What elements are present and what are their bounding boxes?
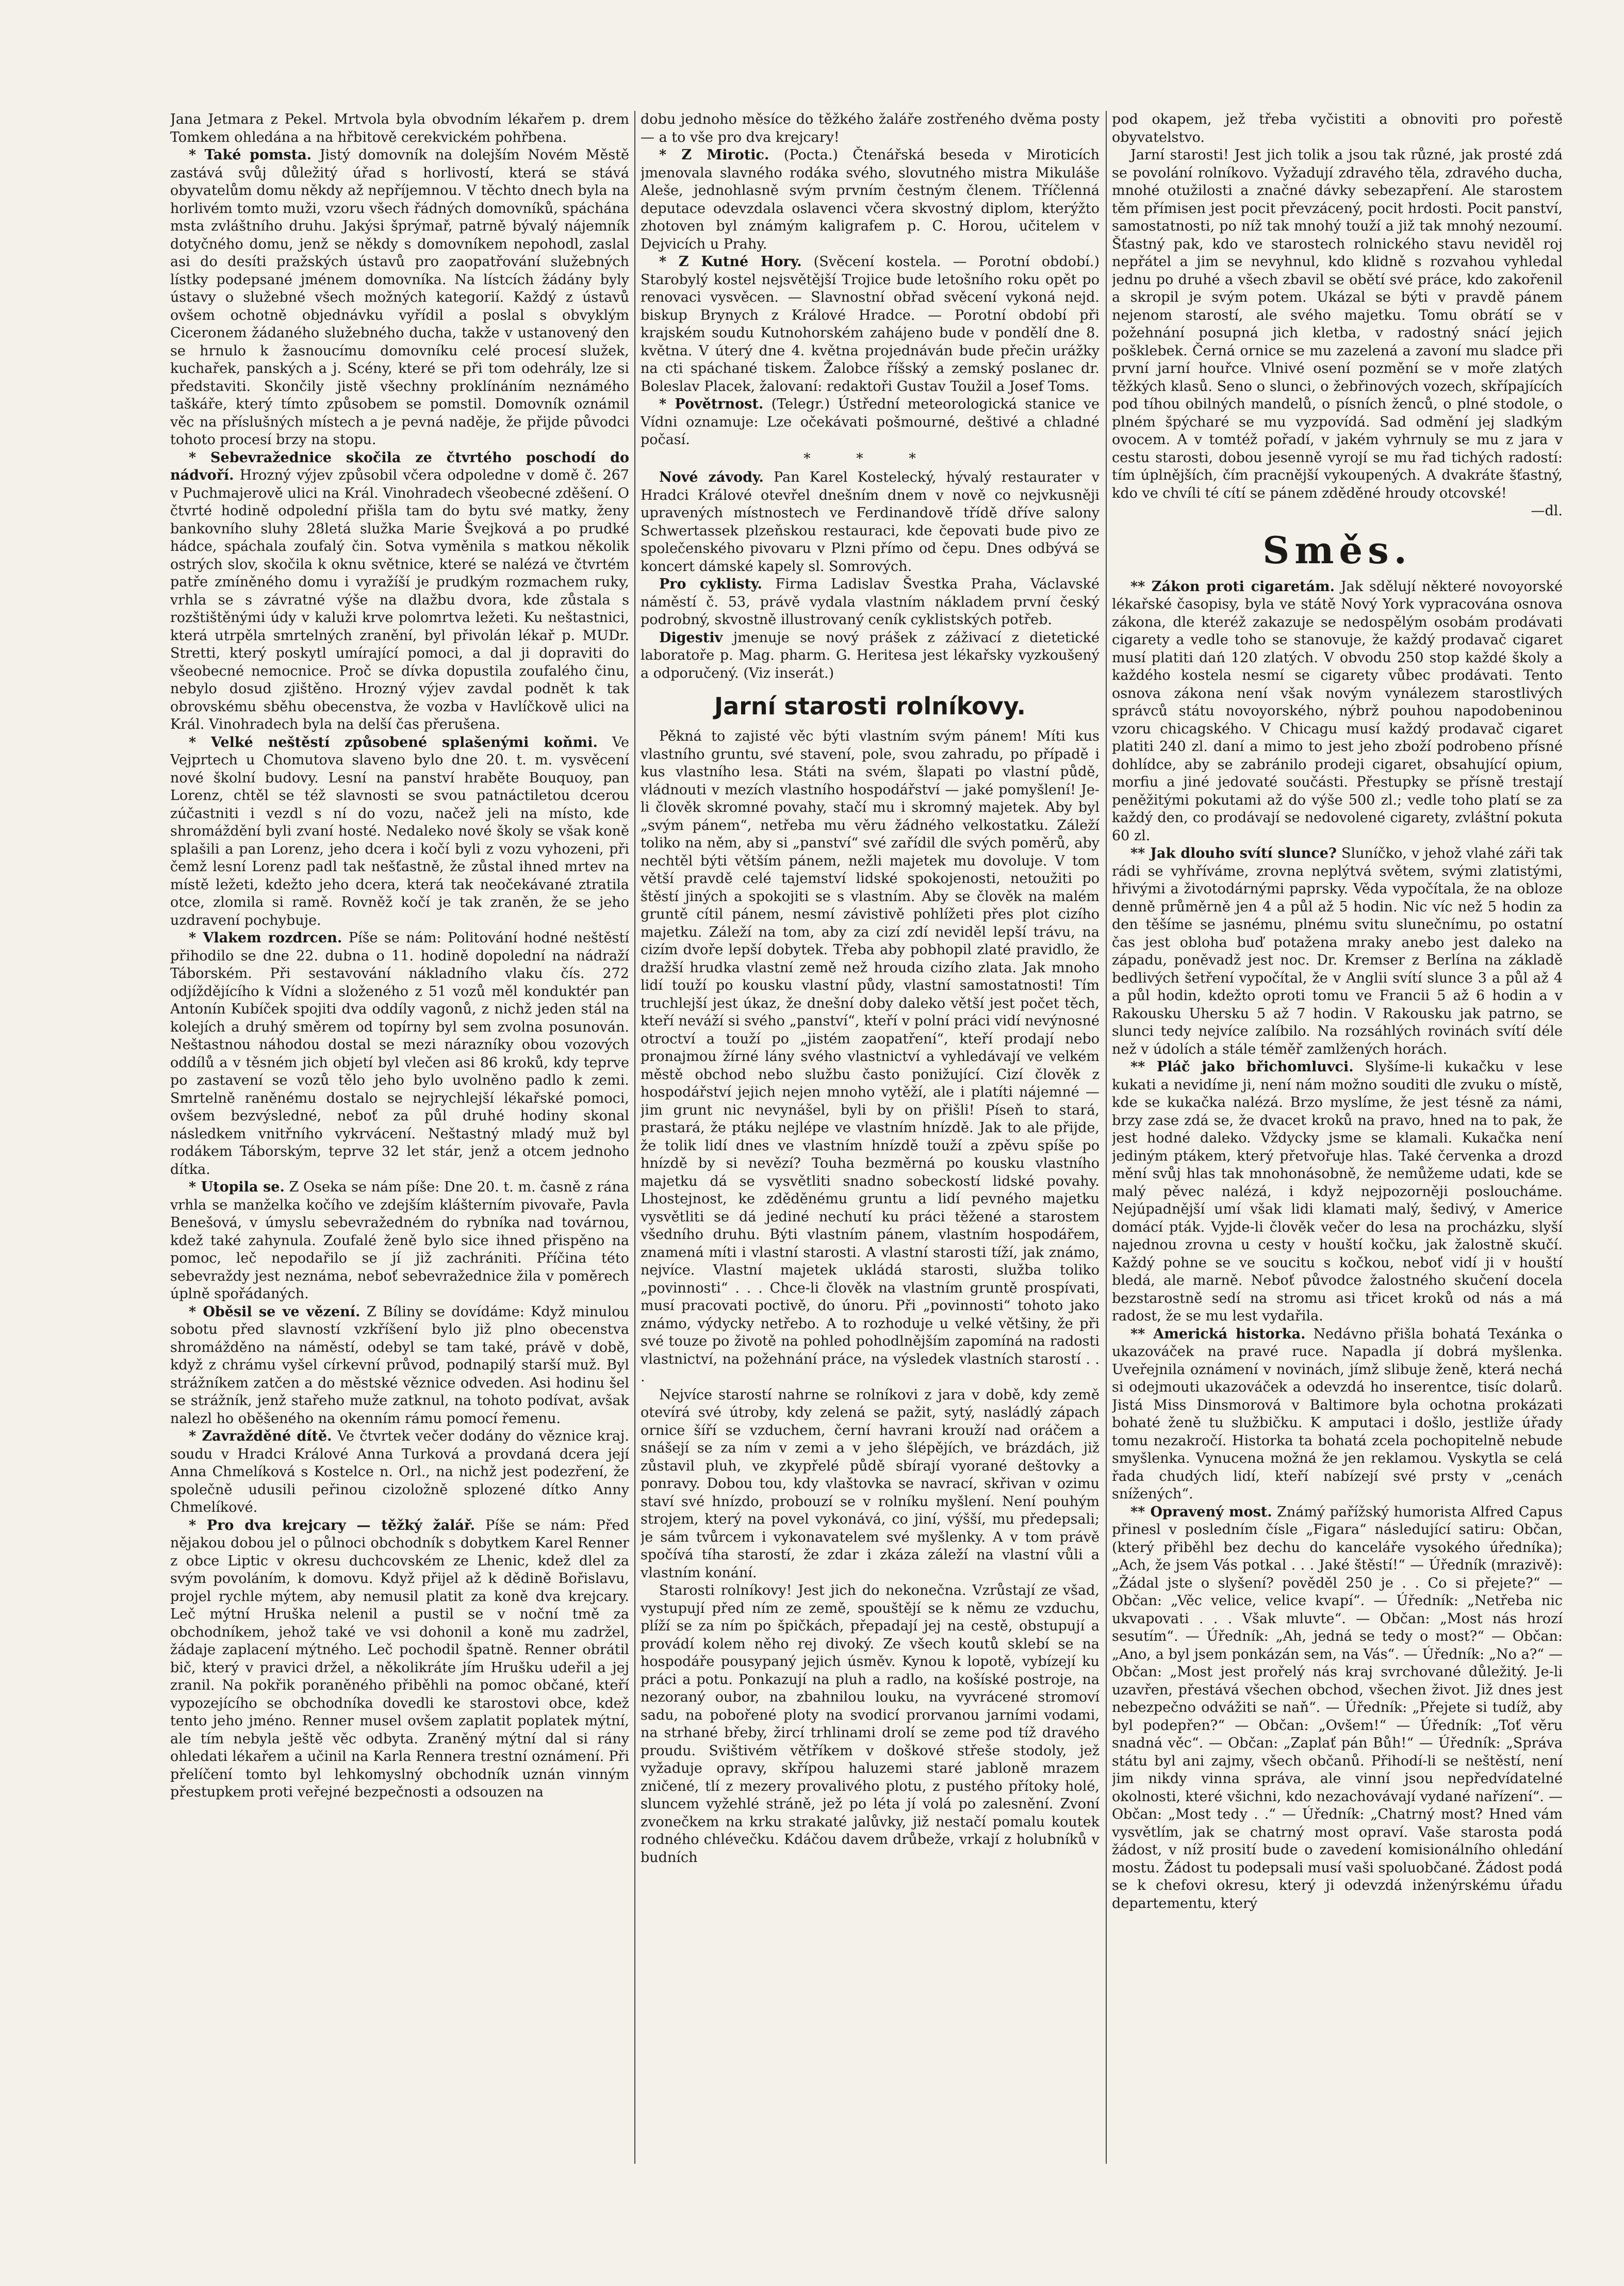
news-body: Jistý domovník na dolejším Novém Městě zastává svůj důležitý úřad s horlivostí, která se stává obyvatelům domu někdy až nepříjemnou. V těchto dnech byla na horlivém tomto muži, vzoru všech řádných domovníků, spáchána msta zvláštního druhu. Jakýsi šprýmař, patrně bývalý nájemník dotyčného domu, jenž se někdy s domovníkem nepohodl, zaslal asi do desíti pražských ústavů pro zaopatřování služebných lístky podepsané jménem domovníka. Na lístcích žádány byly ústavy o služebné všech možných kategorií. Každý z ústavů ovšem ochotně objednávku vyřídil a poslal s obvyklým Ciceronem žádaného služebného ducha, takže v ustanovený den se hrnulo k žasnoucímu domovníku celé procesí služek, kuchařek, panských a j. Scény, které se při tom odehrály, lze si představiti. Skončily jistě všechny proklínáním neznámého taškáře, který tímto způsobem se pomstil. Domovník oznámil věc na příslušných místech a je pevná naděje, že přijde původci tohoto procesí brzy na stopu. xyxy=(170,147,629,448)
news-paragraph xyxy=(1112,1504,1563,1913)
news-paragraph xyxy=(1112,1058,1563,1326)
section-title-smes: Směs. xyxy=(1262,528,1412,572)
news-body: Starosti rolníkovy! Jest jich do nekonečna. Vzrůstají ze všad, vystupují před ním ze země, spouštějí se k němu ze vzduchu, plíží se za ním po špičkách, přepadají jej na cestě, obstupují a provádí kolem něho rej divoký. Ze všech koutů sklebí se na hospodáře pousypaný jejich úsměv. Kynou k lopotě, vybízejí ku práci a potu. Ponkazují na pluh a radlo, na košíské postroje, na nezoraný oubor, na zbahnilou louku, na vyvrácené stromoví sadu, na pobořené ploty na svodicí prorvanou jarními vodami, na strhané břeby, žircí trhlinami drolí se zeme pod tíž dravého proudu. Svištivém větříkem v doškové střeše stodoly, jež vyžaduje opravy, skřípou haluzemi staré jabloně mrazem zničené, tlí z mezery provalivého plotu, z pustého přítoky holé, sluncem vyžehlé stráně, jež po léta jí volá po zalesnění. Zvoní zvonečkem na krku strakaté jalůvky, již nestačí pomalu koutek rodného chlévečku. Kdáčou davem drůbeže, vrkají z holubníků v budních xyxy=(641,1582,1100,1866)
news-headline: * Zavražděné dítě. xyxy=(189,1428,332,1444)
news-paragraph xyxy=(170,1517,629,1802)
news-headline: * Velké neštěstí způsobené splašenými koňmi. xyxy=(189,734,598,750)
news-body: pod okapem, jež třeba vyčistiti a obnoviti pro pořestě obyvatelstvo. xyxy=(1112,111,1563,145)
column-left xyxy=(170,111,629,2164)
news-paragraph xyxy=(1112,845,1563,1058)
news-headline: * Povětrnost. xyxy=(659,396,764,412)
news-headline: * Z Kutné Hory. xyxy=(659,254,802,270)
news-body: Ve Vejprtech u Chomutova slaveno bylo dne 20. t. m. vysvěcení nové školní budovy. Lesní na panství hraběte Bouquoy, pan Lorenz, chtěl se též slavnosti se svou patnáctiletou dcerou zúčastniti i vezdl s ní do vozu, načež jeli na místo, kde shromáždění byli zvaní hosté. Nedaleko nové školy se však koně splašili a pan Lorenz, jeho dcera i kočí byli z vozu vyhozeni, při čemž lesní Lorenz padl tak nešťastně, že zůstal ihned mrtev na místě ležeti, kdežto jeho dcera, která tak neočekávané ztratila otce, zlomila si ramě. Rovněž kočí je tak zraněn, že se jeho uzdravení pochybuje. xyxy=(170,734,629,928)
news-body: Slyšíme-li kukačku v lese kukati a nevidíme ji, není nám možno souditi dle zvuku o místě, kde se kukačka nalézá. Brzo myslíme, že jest tésně za námi, brzy zase zdá se, že dvacet kroků na pravo, hned na to pak, že jest hodné daleko. Vždycky jsme se klamali. Kukačka není jediným ptákem, který přetvořuje hlas. Také červenka a drozd mění svůj hlas tak mnohonásobně, že nemůžeme udati, kde se malý pěvec nalézá, i když nejpozorněji posloucháme. Nejúpadnější umí však lidi klamati malý, šedivý, v Americe domácí pták. Vyjde-li člověk večer do lesa na procházku, slyší najednou zrovna u cesty v houští kočku, jak žalostně skučí. Každý pohne se ve soucitu s kočkou, neboť vidí ji v houští bledá, ale marně. Neboť původce žalostného skučení docela bezstarostně sedí na stromu asi třicet kroků od nás a má radost, že se mu lest vydařila. xyxy=(1112,1059,1563,1324)
separator-stars: * * * xyxy=(803,450,937,467)
news-paragraph xyxy=(641,1386,1100,1582)
column-middle xyxy=(641,111,1100,2164)
news-paragraph xyxy=(641,469,1100,576)
news-paragraph xyxy=(641,396,1100,449)
news-paragraph xyxy=(641,111,1100,146)
news-paragraph xyxy=(170,1428,629,1517)
news-headline: Nové závody. xyxy=(659,469,764,485)
news-paragraph xyxy=(170,1179,629,1303)
column-rule xyxy=(1106,111,1107,2164)
news-headline: * Pro dva krejcary — těžký žalář. xyxy=(189,1517,475,1533)
news-headline: Pro cyklisty. xyxy=(659,576,762,592)
news-paragraph xyxy=(641,629,1100,683)
news-body: Jak sdělují některé novoyorské lékařské časopisy, byla ve státě Nový York vypracována osnova zákona, dle kteréž zakazuje se nedospělým osobám prodávati cigarety a vedle toho se stanovuje, že každý prodavač cigaret musí platiti dań 120 zlatých. V obvodu 250 stop každé školy a každého kostela nesmí se cigarety vůbec prodávati. Tento osnova zákona není však novým vynálezem starostlivých správců státu novoyorského, nýbrž pouhou napodobeninou vzoru chicagského. V Chicagu musí každý prodavač cigaret platiti 240 zl. daní a mimo to jest jeho zboží podrobeno přísné dohlídce, aby se zabránilo prodeji cigaret, obsahující opium, morfiu a jiné jedovaté součásti. Přestupky se přísně trestají peněžitými pokutami až do výše 500 zl.; vedle toho platí se za každý den, co prodávají se nedovolené cigarety, zvláštní pokuta 60 zl. xyxy=(1112,578,1563,844)
news-headline: Digestiv xyxy=(659,629,723,646)
news-headline: ** Pláč jako břichomluvci. xyxy=(1130,1059,1354,1075)
news-headline: * Oběsil se ve vězení. xyxy=(189,1303,360,1320)
news-headline: * Také pomsta. xyxy=(189,147,312,163)
news-body: Sluníčko, v jehož vlahé záři tak rádi se vyhříváme, zrovna neplýtvá světem, svými zlatistými, hřivými a životodárnými paprsky. Věda vypočítala, že na obloze denně průměrně jen 4 a půl až 5 hodin. Nic víc než 5 hodin za den těšíme se jasnému, plnému svitu slunečnímu, po ostatní čas jest obloha buď potažena mraky anebo jest daleko na západu, poněvadž jest noc. Dr. Kremser z Berlína na základě bedlivých šetření vypočítal, že v Anglii svítí slunce 3 a půl až 4 a půl hodin, kdežto oproti tomu ve Francii 5 až 6 hodin a v Rakousku Uhersku 5 až 7 hodin. V Rakousku jak patrno, se slunci tedy nejvíce zalíbilo. Na rozsáhlých rovinách svítí déle než v údolích a stále téměř zamlžených horách. xyxy=(1112,845,1563,1057)
news-body: Nejvíce starostí nahrne se rolníkovi z jara v době, kdy země otevírá své útroby, kdy zelená se pažit, sytý, nasládlý zápach ornice šíří se vzduchem, černí havrani krouží nad oráčem a snášejí se za ním v zemi a v jeho šlépějích, ve brázdách, již zůstavil pluh, ve zkypřelé půdě sbírají vyorané deštovky a ponravy. Dobou tou, kdy vlaštovka se navrací, skřivan v ozimu staví své hnízdo, probouzí se v rolníku myšlení. Není pouhým strojem, který na povel vykonává, co jiní, výšší, mu předepsali; je sám tvůrcem i vykonavatelem své myšlenky. A v tom právě spočívá tíha starostí, že zdar i zkáza záleží na vlastní vůli a vlastním konání. xyxy=(641,1386,1100,1581)
column-right xyxy=(1112,111,1563,2164)
news-paragraph xyxy=(641,253,1100,396)
news-paragraph xyxy=(641,728,1100,1386)
section-title: Jarní starosti rolníkovy. xyxy=(714,692,1026,720)
news-headline: * Utopila se. xyxy=(189,1179,285,1195)
news-paragraph xyxy=(1112,578,1563,845)
news-paragraph xyxy=(170,1303,629,1428)
news-body: Nedávno přišla bohatá Texánka o ukazováček na pravé ruce. Napadla jí dobrá myšlenka. Uveřejnila oznámení v novinách, jímž slibuje ženě, která nechá si odejmouti ukazováček a odevzdá ho inserentce, tisíc dolarů. Jistá Miss Dinsmorová v Baltimore byla ochotna prokázati bohaté ženě tu službičku. K amputaci i došlo, jestliže úřady tomu nezakročí. Historka ta bohatá zcela pochopitelně nebude smyšlenka. Vynucena možná že jen reklamou. Vyskytla se celá řada chudých lidí, kteří nabízejí své prsty v „cenách snížených“. xyxy=(1112,1326,1563,1502)
news-headline: * Z Mirotic. xyxy=(659,147,769,163)
news-body: (Telegr.) Ústřední meteorologická stanice ve Vídni oznamuje: Lze očekávati pošmourné, deštivé a chladné počasí. xyxy=(641,396,1100,448)
news-body: Píše se nám: Před nějakou dobou jel o půlnoci obchodník s dobytkem Karel Renner z obce Liptic v okresu duchcovském ze Lhenic, kdež dlel za svým povoláním, k domovu. Když přijel až k dědině Bořislavu, projel rychle mýtem, aby nemusil platit za koně dva krejcary. Leč mýtní Hruška nelenil a pustil se v noční tmě za obchodníkem, jehož také ve vsi dohonil a koně mu zadržel, žádaje zaplacení mýtného. Leč pochodil špatně. Renner obrátil bič, který v pravici držel, a několikráte jím Hrušku udeřil a jej zranil. Na pokřik poraněného přiběhli na pomoc občané, kteří vypozejícího se obchodníka dovedli ke starostovi obce, kdež tento jeho jméno. Renner musel ovšem zaplatit poplatek mýtní, ale tím nebyla ještě věc odbyta. Zraněný mýtní dal si rány ohledati lékařem a učinil na Karla Rennera trestní oznámení. Při přelíčení tomto byl lehkomyslný obchodník uznán vinným přestupkem proti veřejné bezpečnosti a odsouzen na xyxy=(170,1517,629,1800)
news-body: (Svěcení kostela. — Porotní období.) Starobylý kostel nejsvětější Trojice bude letošního roku opět po renovaci vysvěcen. — Slavnostní obřad svěcení vykoná nejd. biskup Brynych z Králové Hradce. — Porotní období při krajském soudu Kutnohorském zahájeno bude v pondělí dne 8. května. V úterý dne 4. května projednáván bude přečin urážky na cti spáchané tiskem. Žalobce říšský a zemský poslanec dr. Boleslav Placek, žalovaní: redaktoři Gustav Toužil a Josef Toms. xyxy=(641,254,1100,395)
news-paragraph xyxy=(641,576,1100,629)
news-body: Jarní starosti! Jest jich tolik a jsou tak různé, jak prosté zdá se povolání rolníkovo. Vyžadují zdravého těla, zdravého ducha, mnohé otužilosti a značné dávky sebezapření. Ale starostem těm přímisen jest pocit převzácený, pocit hrdosti. Pocit panství, samostatnosti, po níž tak mnohý touží a již tak mnohý nezoumí. Šťastný pak, kdo ve starostech rolnického stavu neviděl roj nepřátel a jim se nevyhnul, kdo klidně s rozvahou vyhledal jednu po druhé a všech zbavil se obětí své práce, kdo zakořenil a skropil je svým potem. Ukázal se býti v pravdě pánem nejenom starostí, ale svého majetku. Tomu obrátí se v požehnání posupná jich kletba, v radostný snácí jejich pošklebek. Černá ornice se mu zazelená a zavoní mu sladce při první jarní houřce. Vlnivé osení pozmění se v moře zlatých těžkých klasů. Seno o slunci, o žebřinových vozech, skřípajících pod tíhou obilných mandelů, o písních ženců, o plné stodole, o plném špýcharé se mu vyzpovídá. Sad odmění jej sladkým ovocem. A v tomtéž pořadí, v jakém vyhrnuly se mu z jara v cestu starosti, dobou jesenně vyrojí se mu řad tichých radostí: tím úplnějších, čím pracnější vykoupených. A dvakráte šťastný, kdo ve chvíli té cítí se pánem zděděné hroudy otcovské! xyxy=(1112,147,1563,501)
news-paragraph xyxy=(170,449,629,734)
news-paragraph xyxy=(170,111,629,146)
column-rule xyxy=(634,111,635,2164)
news-body: Pěkná to zajisté věc býti vlastním svým pánem! Míti kus vlastního gruntu, své stavení, pole, svou zahradu, po případě i kus vlastního lesa. Státi na svém, šlapati po vlastní půdě, vládnouti v mezích vlastního hospodářství — jaké pomyšlení! Je-li člověk skromné povahy, stačí mu i skromný majetek. Aby byl „svým pánem“, netřeba mu věru žádného velkostatku. Záleží toliko na něm, aby si „panství“ své zařídil dle svých poměrů, aby nechtěl býti větším pánem, nežli majetek mu dovoluje. V tom větší pravdě celé tajemství lidské spokojenosti, netoužiti po štěstí jiných a spokojiti se s vlastním. Aby se člověk na malém gruntě cítil pánem, nesmí závistivě pohlížeti přes plot cizího majetku. Záleží na tom, aby za cizí zdí neviděl lepší trávu, na cizím dvoře lepší dobytek. Třeba aby pobhopil zlaté pravidlo, že dražší hrudka vlastní země než hrouda cizího zlata. Jak mnoho lidí touží po kousku vlastní půdy, vlastní samostatnosti! Tím truchlejší jest úkaz, že dnešní doby daleko větší jest počet těch, kteří neváží si svého „panství“, kteří v polní práci vidí nevýnosné otroctví a touží po „jistém zaopatření“, kteří prodají nebo pronajmou žírné lány svého vlastnictví a vyhledávají ve velkém městě obchod nebo službu často ponižující. Cizí člověk z hospodářství jejich nejen mnoho vytěží, ale i platíti nájemné — jim grunt nic nevynášel, byli by on přišli! Píseň to stará, prastará, že ptáku nejlépe ve vlastním hnízdě. Jak to ale přijde, že tolik lidí dnes ve vlastním hnízdě touží a zpěvu spíše po hnízdě by si nevězí? Touha bezměrná po kousku vlastního majetku dá se vysvětliti snadno sobeckostí lidské povahy. Lhostejnost, ke zděděnému gruntu a lidí pevného majetku vysvětliti se dá jediné nechutí ku práci těžené a starostem všedního druhu. Býti vlastním pánem, vlastním hospodářem, znamená míti i vlastní starosti. A vlastní starosti tíží, jak známo, nejvíce. Vlastní majetek ukládá starosti, služba toliko „povinnosti“ . . . Chce-li člověk na vlastním gruntě prospívati, musí pracovati poctivě, do únoru. Při „povinnosti“ tohoto jako známo, výdycky netřebo. A to rozhoduje u velké většiny, že při své touze po životě na pohled pohodlnějším zapomíná na radosti vlastnictví, na požehnání práce, na výsledek vlastních starostí . . . xyxy=(641,728,1100,1385)
news-paragraph xyxy=(170,734,629,930)
news-paragraph xyxy=(170,146,629,449)
news-body: Z Oseka se nám píše: Dne 20. t. m. časně z rána vrhla se manželka kočího ve zdejším klášterním pivovaře, Pavla Benešová, v úmyslu sebevražedném do rybníka nad továrnou, kdež také zahynula. Zoufalé ženě bylo sice ihned přispěno na pomoc, leč nepodařilo se jí již zachrániti. Příčina této sebevraždy jest neznáma, neboť sebevražednice žila v poměrech úplně spořádaných. xyxy=(170,1179,629,1302)
news-headline: ** Jak dlouho svítí slunce? xyxy=(1130,845,1337,861)
news-body: dobu jednoho měsíce do těžkého žaláře zostřeného dvěma posty — a to vše pro dva krejcary! xyxy=(641,111,1100,145)
news-body: jmenuje se nový prášek z záživací z dietetické laboratoře p. Mag. pharm. G. Heritesa jest lékařsky vyzkoušený a odporučený. (Viz inserát.) xyxy=(641,629,1100,681)
news-body: Pan Karel Kostelecký, hývalý restaurater v Hradci Králové otevřel dnešním dnem v nově co nejvkusněji upravených místnostech ve Ferdinandově třídě dříve salony Schwertassek plzeňskou restauraci, kde čepovati bude pivo ze společenského pivovaru v Plzni přímo od čepu. Dnes odbývá se koncert dámské kapely sl. Somrových. xyxy=(641,469,1100,575)
news-body: Z Bíliny se dovídáme: Když minulou sobotu před slavností vzkříšení bylo již plno obecenstva shromážděno na náměstí, odebyl se tam také, právě v době, když z chrámu vyšel církevní průvod, podnapilý starší muž. Byl strážníkem zatčen a do městské věznice odveden. Asi hodinu šel se strážník, jenž stařeho muže zatknul, na tohoto podívat, avšak nalezl ho oběšeného na okenním rámu pomocí řemenu. xyxy=(170,1303,629,1427)
news-headline: * Vlakem rozdrcen. xyxy=(189,930,342,946)
newspaper-page xyxy=(170,111,1563,2164)
news-headline: ** Americká historka. xyxy=(1130,1326,1306,1342)
news-paragraph xyxy=(1112,1326,1563,1504)
news-body: Jana Jetmara z Pekel. Mrtvola byla obvodním lékařem p. drem Tomkem ohledána a na hřbitově cerekvickém pohřbena. xyxy=(170,111,629,145)
news-paragraph xyxy=(641,1582,1100,1867)
news-body: Firma Ladislav Švestka Praha, Václavské náměstí č. 53, právě vydala vlastním nákladem první český podrobný, skvostně illustrovaný ceník cyklistských potřeb. xyxy=(641,576,1100,628)
news-body: Píše se nám: Politování hodné neštěstí přihodilo se dne 22. dubna o 11. hodině dopolední na nádraží Táborském. Při sestavování nákladního vlaku čís. 272 odjíždějícího k Vídni a složeného z 51 vozů měl konduktér pan Antonín Kubíček spojiti dva oddíly vagonů, z nichž jeden stál na kolejích a druhý směrem od topírny byl sem zvolna posunován. Neštastnou náhodou dostal se mezi nárazníky obou vozových oddílů a v těsném jich objetí byl vlečen asi 86 kroků, kdy teprve po zastavení se vozů tělo jeho bylo uvolněno padlo k zemi. Smrtelně raněnému dostalo se nejrychlejší lékařské pomoci, ovšem bezvýsledné, neboť za půl druhé hodiny skonal následkem vnitřního vykrvácení. Neštastný mladý muž byl rodákem Táborským, teprve 32 let stár, jenž a otcem jednoho dítka. xyxy=(170,930,629,1178)
news-headline: ** Zákon proti cigaretám. xyxy=(1130,578,1335,595)
news-body: Ve čtvrtek večer dodány do věznice kraj. soudu v Hradci Králové Anna Turková a provdaná dcera její Anna Chmelíková s Kostelce n. Orl., na nichž jest podezření, že společně udusili peřinou cizoložně splozené dítko Anny Chmelíkové. xyxy=(170,1428,629,1515)
news-body: Hrozný výjev způsobil včera odpoledne v domě č. 267 v Puchmajerově ulici na Král. Vinohradech všeobecné zděšení. O čtvrté hodině odpolední přišla tam do bytu své matky, ženy bankovního sluhy 28letá služka Marie Švejková a po prudké hádce, spáchala zoufalý čin. Sotva vyměnila s matkou několik ostrých slov, skočila k oknu světnice, které se nalézá ve čtvrtém patře zmíněného domu i vyražíší je prudkým rozmachem ruky, vrhla se s závratné výše na dlažbu dvora, kde zůstala s rozštištěnými údy v kaluži krve polomrtva ležeti. Ku neštastnici, která utrpěla smrtelných zranění, byl přivolán lékař p. MUDr. Stretti, který poskytl umírající pomoci, a dal ji dopraviti do všeobecné nemocnice. Proč se dívka dopustila zoufalého činu, nebylo dosud zjištěno. Hrozný výjev zavdal podnět k tak obrovskému sběhu obecenstva, že vozba v Havlíčkově ulici na Král. Vinohradech byla na delší čas přerušena. xyxy=(170,467,629,732)
news-paragraph xyxy=(641,146,1100,253)
article-signature: —dl. xyxy=(1531,503,1563,519)
news-paragraph xyxy=(1112,111,1563,146)
news-paragraph xyxy=(170,929,629,1179)
news-body: Známý pařížský humorista Alfred Capus přinesl v posledním čísle „Figara“ následující satiru: Občan, (který přiběhl bez dechu do kanceláře vysokého úředníka); „Ach, že jsem Vás potkal . . . Jaké štěstí!“ — Úředník (mrazivě): „Žádal jste o slyšení? pověděl 250 je . . Co si přejete?“ — Občan: „Věc velice, velice kvapí“. — Úředník: „Netřeba nic ukvapovati . . . Však mluvte“. — Občan: „Most nás hrozí sesutím“. — Úředník: „Ah, jedná se tedy o most?“ — Občan: „Ano, a byl jsem ponkázán sem, na Vás“. — Úředník: „No a?“ — Občan: „Most jest prořelý nás kraj svrchované důležitý. Je-li uzavřen, přestává všechen obchod, všechen život. Již dnes jest nebezpečno odvážiti se naň“. — Úředník: „Přejete si tudíž, aby byl podepřen?“ — Občan: „Ovšem!“ — Úředník: „Toť věru snadná věc“. — Občan: „Zaplať pán Bůh!“ — Úředník: „Správa státu byl ani zajmy, všech občanů. Přihodí-li se neštěstí, není jim nikdy vinna správa, ale vinní jsou nepředvídatelné okolnosti, které všichni, kdo nezachovávají vydané nařízení“. — Občan: „Most tedy . .“ — Úředník: „Chatrný most? Hned vám vysvětlím, jak se chatrný most opraví. Vaše starosta podá žádost, v níž prosití bude o zavedení komisionálního ohledání mostu. Žádost tu podepsali musí vaši spoluobčané. Žádost podá se k chefovi okresu, který ji odevzdá inženýrskému úřadu departementu, který xyxy=(1112,1504,1563,1912)
news-body: (Pocta.) Čtenářská beseda v Miroticích jmenovala slavného rodáka svého, slovutného mistra Mikuláše Aleše, jednohlasně svým prvním čestným členem. Tříčlenná deputace odevzdala oslavenci včera skvostný diplom, kterýžto zhotoven byl známým kaligrafem p. C. Horou, učitelem v Dejvicích u Prahy. xyxy=(641,147,1100,252)
news-headline: ** Opravený most. xyxy=(1130,1504,1272,1520)
news-paragraph xyxy=(1112,146,1563,502)
news-headline: * Sebevražednice skočila ze čtvrtého poschodí do nádvoří. xyxy=(170,449,629,483)
